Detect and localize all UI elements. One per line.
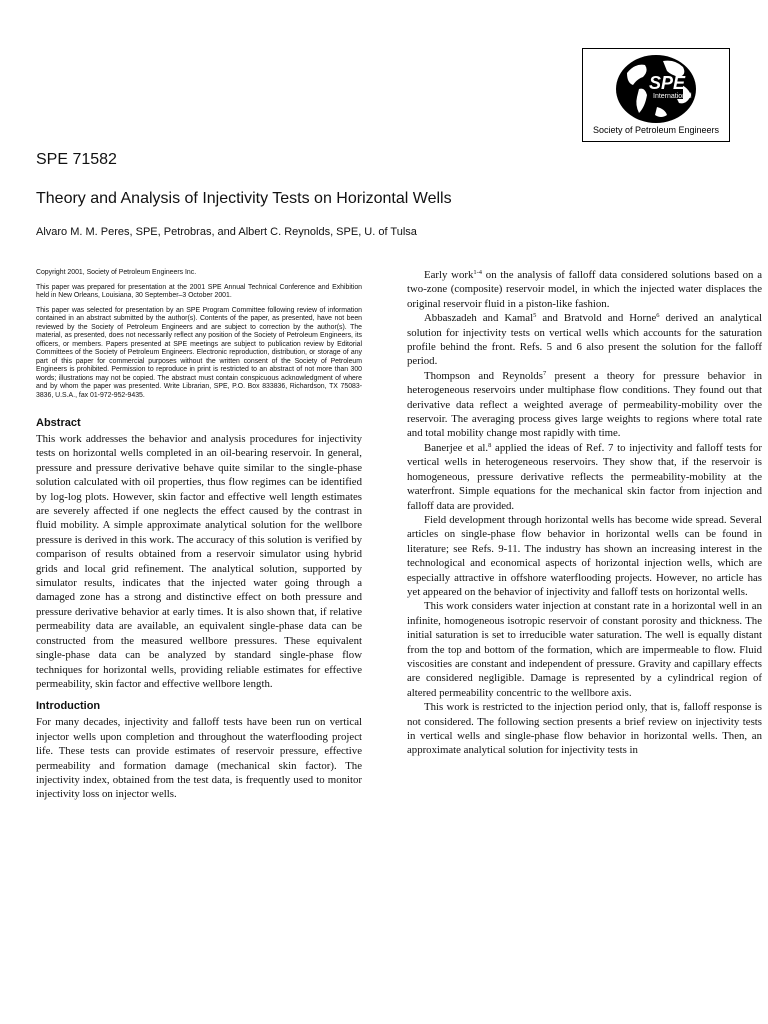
- introduction-text: For many decades, injectivity and falloff tests have been run on vertical injector wells upon completion and throughout the waterflooding project life. These tests can provide estimates of reservoir pressure, effective permeability and formation damage (mechanical skin factor). The injectivity index, obtained from the test data, is frequently used to monitor injectivity loss on injector wells.: [36, 716, 362, 801]
- paper-number: SPE 71582: [36, 151, 117, 168]
- logo-text: SPE: [649, 73, 686, 93]
- paragraph-restriction: This work is restricted to the injection period only, that is, falloff response is not considered. The following section presents a brief review on injectivity tests in vertical wells and single-phase flow behavior in horizontal wells. Then, an approximate analytical solution for injectivity tests in: [407, 701, 762, 757]
- right-column: [407, 268, 762, 758]
- paragraph-field-development: Field development through horizontal wells has become wide spread. Several articles on single-phase flow behavior in horizontal wells can be found in literature; see Refs. 9-11. The industry has shown an increasing interest in the technological and economical aspects of horizontal injection wells, which are especially attractive in offshore waterflooding projects. However, no article has yet appeared on the behavior of injectivity and falloff tests on horizontal wells.: [407, 513, 762, 598]
- abstract-text: This work addresses the behavior and analysis procedures for injectivity tests on horizontal wells completed in an oil-bearing reservoir. In general, pressure and pressure derivative behave quite similar to the single-phase solution calculated with oil properties, thus flow regimes can be identified by log-log plots. However, skin factor and effective well length estimates are severely affected if one neglects the effect caused by the contrast in fluid mobility. A simple approximate analytical solution for the wellbore pressure is derived in this work. The accuracy of this solution is verified by comparison of results obtained from a reservoir simulator using hybrid grids and local grid refinement. The analytical solution, supported by simulator results, indicates that the injected water going through a damaged zone has a strong and distinctive effect on both pressure and pressure derivative behavior at early times. It is also shown that, if relative permeability data are available, an equivalent single-phase data can be constructed from the measured wellbore pressures. These equivalent single-phase data can be analyzed by standard single-phase flow techniques for horizontal wells, providing reliable estimates for effective permeability, skin factor and effective wellbore length.: [36, 433, 362, 690]
- paragraph-early-work: Early work$^{1-4}$ on the analysis of falloff data considered solutions based on a two-zone (composite) reservoir model, in which the injected water displaces the original reservoir fluid in a piston-like fashion.: [407, 269, 763, 310]
- paragraph-banerjee: Banerjee et al.$^8$ applied the ideas of Ref. 7 to injectivity and falloff tests for vertical wells in heterogeneous reservoirs. They show that, if the reservoir is homogeneous, pressure derivative reflects the permeability-mobility at the waterfront. Simple equations for the mechanical skin factor from injection and falloff data are provided.: [407, 441, 763, 512]
- paragraph-abbaszadeh: Abbaszadeh and Kamal$^5$ and Bratvold and Horne$^6$ derived an analytical solution for injectivity tests on vertical wells which accounts for the saturation profile behind the front. Refs. 5 and 6 also present the solution for the falloff period.: [407, 312, 762, 368]
- reference-citation: 5: [533, 312, 537, 320]
- introduction-heading: Introduction: [36, 700, 101, 713]
- reference-citation: 8: [488, 441, 492, 449]
- paper-title: Theory and Analysis of Injectivity Tests on Horizontal Wells: [36, 190, 452, 207]
- reference-citation: 6: [656, 312, 660, 320]
- logo-subtext: International: [653, 93, 692, 100]
- spe-logo: [582, 48, 730, 142]
- selection-notice: This paper was selected for presentation by an SPE Program Committee following review of information contained in an abstract submitted by the author(s). Contents of the paper, as presented, have not been reviewed by the Society of Petroleum Engineers and are subject to correction by the author(s). The material, as presented, does not necessarily reflect any position of the Society of Petroleum Engineers, its officers, or members. Papers presented at SPE meetings are subject to publication review by Editorial Committees of the Society of Petroleum Engineers. Electronic reproduction, distribution, or storage of any part of this paper for commercial purposes without the written consent of the Society of Petroleum Engineers is prohibited. Permission to reproduce in print is restricted to an abstract of not more than 300 words; illustrations may not be copied. The abstract must contain conspicuous acknowledgment of where and by whom the paper was presented. Write Librarian, SPE, P.O. Box 833836, Richardson, TX 75083-3836, U.S.A., fax 01-972-952-9435.: [36, 306, 362, 399]
- copyright-notice: Copyright 2001, Society of Petroleum Engineers Inc.: [36, 269, 197, 276]
- paragraph-thompson: Thompson and Reynolds$^7$ present a theory for pressure behavior in heterogeneous reservoirs under multiphase flow conditions. They found out that derivative data reflect a weighted average of permeability-mobility over the reservoir. The averaging process gives large weights to regions where total rate and total mobility change most rapidly with time.: [407, 369, 762, 440]
- paragraph-this-work: This work considers water injection at constant rate in a horizontal well in an infinite, homogeneous isotropic reservoir of constant porosity and thickness. The initial saturation is set to irreducible water saturation. The well is equally distant from the top and bottom of the formation, which are impermeable to flow. Fluid viscosities are constant and independent of pressure. Gravity and capillary effects are considered negligible. Damage is represented by a cylindrical region of altered permeability concentric to the wellbore axis.: [407, 600, 762, 699]
- reference-citation: 7: [542, 369, 547, 377]
- left-column: [36, 269, 362, 802]
- reference-citation: 1-4: [473, 269, 483, 276]
- presentation-notice: This paper was prepared for presentation at the 2001 SPE Annual Technical Conference and Exhibition held in New Orleans, Louisiana, 30 September–3 October 2001.: [36, 283, 362, 299]
- abstract-heading: Abstract: [36, 417, 81, 429]
- paper-authors: Alvaro M. M. Peres, SPE, Petrobras, and Albert C. Reynolds, SPE, U. of Tulsa: [36, 226, 417, 238]
- logo-caption: Society of Petroleum Engineers: [592, 125, 720, 135]
